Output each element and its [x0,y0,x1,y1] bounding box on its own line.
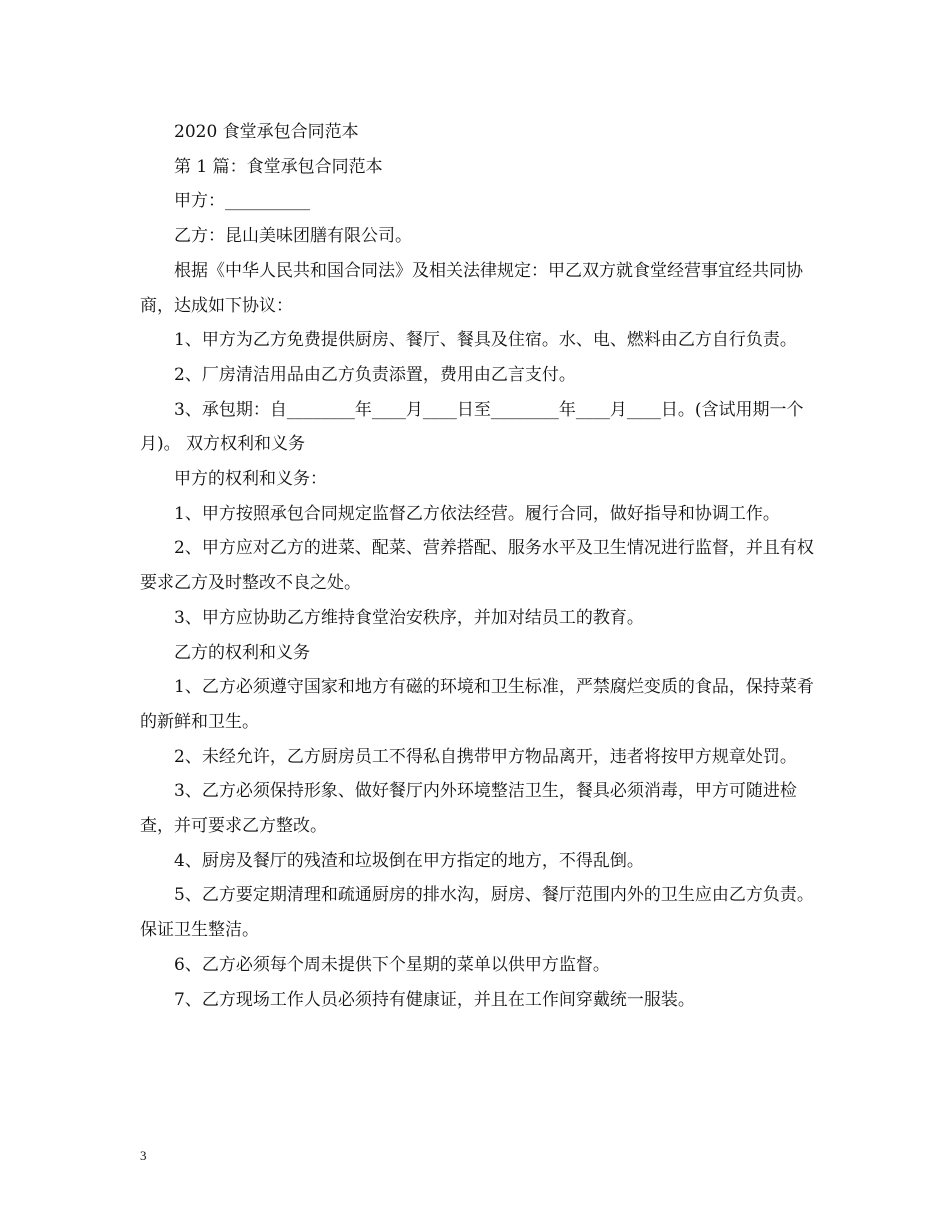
document-title: 2020 食堂承包合同范本 [174,122,359,142]
paragraph-clause-1: 1、甲方为乙方免费提供厨房、餐厅、餐具及住宿。水、电、燃料由乙方自行负责。 [174,330,797,351]
paragraph-party-b-7: 7、乙方现场工作人员必须持有健康证，并且在工作间穿戴统一服装。 [174,989,695,1010]
paragraph-party-b-2: 2、未经允许，乙方厨房员工不得私自携带甲方物品离开，违者将按甲方规章处罚。 [174,746,797,767]
paragraph-party-a: 甲方：__________ [174,191,310,212]
page-number: 3 [140,1148,147,1163]
document-subtitle: 第 1 篇：食堂承包合同范本 [174,156,383,177]
section-heading-party-a-rights: 甲方的权利和义务： [174,469,327,490]
paragraph-party-b-3: 3、乙方必须保持形象、做好餐厅内外环境整洁卫生，餐具必须消毒，甲方可随进检查，并可要求乙方整改。 [140,781,797,837]
document-body [140,115,816,1017]
paragraph-party-a-1: 1、甲方按照承包合同规定监督乙方依法经营。履行合同，做好指导和协调工作。 [174,503,780,524]
paragraph-party-b-1: 1、乙方必须遵守国家和地方有磁的环境和卫生标准，严禁腐烂变质的食品，保持菜肴的新鲜和卫生。 [140,677,814,732]
paragraph-party-b-5: 5、乙方要定期清理和疏通厨房的排水沟，厨房、餐厅范围内外的卫生应由乙方负责。保证卫生整洁。 [140,885,814,941]
paragraph-party-b: 乙方：昆山美味团膳有限公司。 [174,226,412,247]
paragraph-party-a-3: 3、甲方应协助乙方维持食堂治安秩序，并加对结员工的教育。 [174,607,644,628]
paragraph-basis: 根据《中华人民共和国合同法》及相关法律规定：甲乙双方就食堂经营事宜经共同协商，达成如下协议： [140,260,803,316]
section-heading-party-b-rights: 乙方的权利和义务 [174,642,310,663]
paragraph-party-a-2: 2、甲方应对乙方的进菜、配菜、营养搭配、服务水平及卫生情况进行监督，并且有权要求乙方及时整改不良之处。 [140,538,814,594]
paragraph-party-b-6: 6、乙方必须每个周未提供下个星期的菜单以供甲方监督。 [174,954,610,975]
paragraph-clause-3: 3、承包期：自________年____月____日至________年____月____日。(含试用期一个月)。 双方权利和义务 [140,399,804,455]
paragraph-clause-2: 2、厂房清洁用品由乙方负责添置，费用由乙言支付。 [174,364,576,385]
paragraph-party-b-4: 4、厨房及餐厅的残渣和垃圾倒在甲方指定的地方，不得乱倒。 [174,850,644,871]
